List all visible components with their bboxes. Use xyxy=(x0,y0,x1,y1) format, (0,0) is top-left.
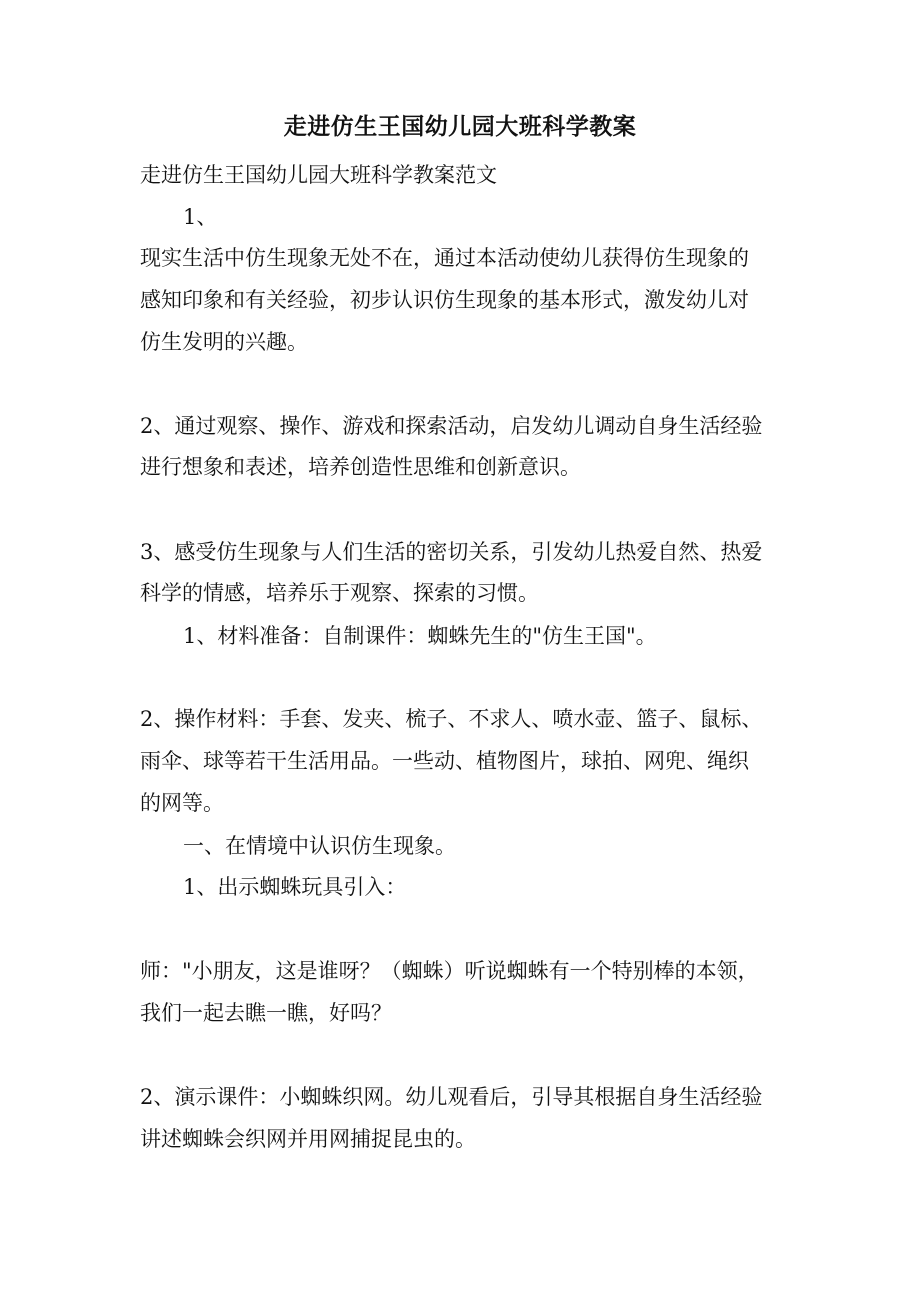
paragraph-line: 讲述蜘蛛会织网并用网捕捉昆虫的。 xyxy=(140,1127,476,1151)
document-title: 走进仿生王国幼儿园大班科学教案 xyxy=(283,113,637,140)
paragraph-line: 现实生活中仿生现象无处不在，通过本活动使幼儿获得仿生现象的 xyxy=(140,246,749,270)
paragraph-line: 1、出示蜘蛛玩具引入： xyxy=(183,875,407,899)
paragraph-line: 1、材料准备：自制课件：蜘蛛先生的"仿生王国"。 xyxy=(183,624,657,648)
paragraph-line: 师："小朋友，这是谁呀？（蜘蛛）听说蜘蛛有一个特别棒的本领， xyxy=(140,959,759,983)
paragraph-line: 2、通过观察、操作、游戏和探索活动，启发幼儿调动自身生活经验 xyxy=(140,414,763,438)
paragraph-line: 的网等。 xyxy=(140,791,224,815)
paragraph-line: 2、操作材料：手套、发夹、梳子、不求人、喷水壶、篮子、鼠标、 xyxy=(140,707,763,731)
paragraph-line: 进行想象和表述，培养创造性思维和创新意识。 xyxy=(140,455,581,479)
paragraph-line: 2、演示课件：小蜘蛛织网。幼儿观看后，引导其根据自身生活经验 xyxy=(140,1085,763,1109)
paragraph-line: 我们一起去瞧一瞧，好吗？ xyxy=(140,1001,392,1025)
paragraph-line: 一、在情境中认识仿生现象。 xyxy=(183,834,456,858)
paragraph-line: 1、 xyxy=(183,205,218,229)
document-subtitle: 走进仿生王国幼儿园大班科学教案范文 xyxy=(140,163,497,187)
paragraph-line: 3、感受仿生现象与人们生活的密切关系，引发幼儿热爱自然、热爱 xyxy=(140,540,763,564)
paragraph-line: 感知印象和有关经验，初步认识仿生现象的基本形式，激发幼儿对 xyxy=(140,288,749,312)
paragraph-line: 科学的情感，培养乐于观察、探索的习惯。 xyxy=(140,581,539,605)
paragraph-line: 仿生发明的兴趣。 xyxy=(140,330,308,354)
paragraph-line: 雨伞、球等若干生活用品。一些动、植物图片，球拍、网兜、绳织 xyxy=(140,749,749,773)
